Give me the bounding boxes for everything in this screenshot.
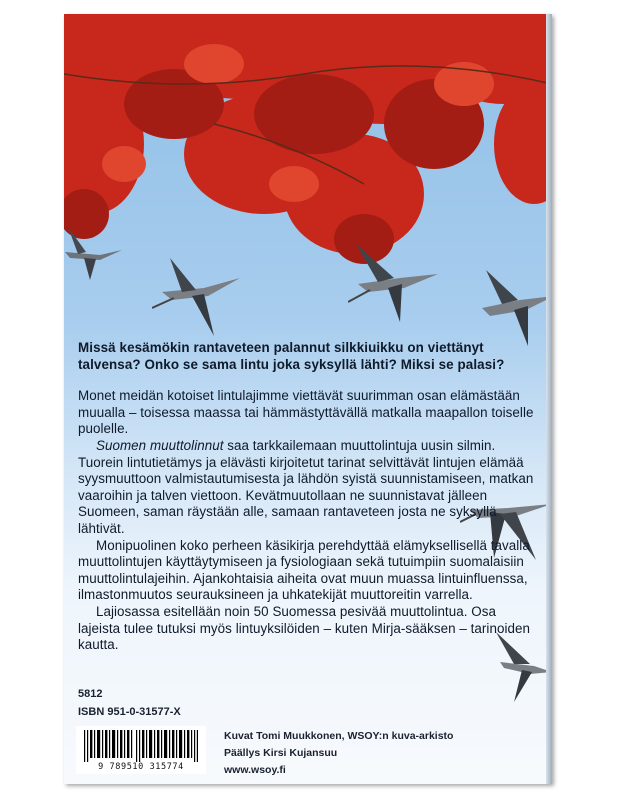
blurb-paragraph: Monet meidän kotoiset lintulajimme viettävät suurimman osan elämästään muualla – toisessa maassa tai hämmästyttävällä matkalla maapallon toiselle puolelle. <box>78 388 534 437</box>
blurb-text <box>78 340 538 654</box>
back-cover <box>64 14 552 784</box>
credits <box>224 728 453 779</box>
barcode-number: 9 789510 315774 <box>98 762 184 772</box>
publisher-website: www.wsoy.fi <box>224 764 286 776</box>
lead-question: Missä kesämökin rantaveteen palannut silkkiuikku on viettänyt talvensa? Onko se sama lintu joka syksyllä lähti? Miksi se palasi? <box>78 340 505 372</box>
crane-bird-icon <box>64 222 130 282</box>
barcode-bars <box>84 730 198 762</box>
cover-edge <box>546 14 552 784</box>
crane-bird-icon <box>152 250 248 340</box>
crane-bird-icon <box>474 260 552 350</box>
blurb-paragraph: Monipuolinen koko perheen käsikirja perehdyttää elämyksellisellä tavalla muuttolintujen käyttäytymiseen ja fysiologiaan sekä tutuimpiin suomalaisiin muuttolintulajeihin. Ajankohtaisia aiheita ovat muun muassa lintuinfluenssa, ilmastonmuutos seurauksineen ja uhkatekijät muuttoreitin varrella. <box>78 537 530 603</box>
crane-bird-icon <box>348 236 444 326</box>
photo-credit: Kuvat Tomi Muukkonen, WSOY:n kuva-arkisto <box>224 730 454 742</box>
book-title-italic: Suomen muuttolinnut <box>96 437 224 453</box>
blurb-paragraph: Lajiosassa esitellään noin 50 Suomessa pesivää muuttolintua. Osa lajeista tulee tutuksi myös lintuyksilöiden – kuten Mirja-sääksen – tarinoiden kautta. <box>78 603 530 653</box>
blurb-paragraph-text: saa tarkkailemaan muuttolintuja uusin silmin. Tuorein lintutietämys ja elävästi kirjoitetut tarinat selvittävät lintujen elämää syysmuuttoon valmistautumisesta ja lähdön syistä suunnistamiseen, matkan vaaroihin ja talven viettoon. Kevätmuutollaan ne suunnistavat jälleen Suomeen, saman räystään alle, samaan rantaveteen josta ne syksyllä lähtivät. <box>78 437 534 536</box>
barcode <box>76 726 206 774</box>
isbn: ISBN 951-0-31577-X <box>78 706 181 718</box>
red-maple-leaves-image <box>64 14 552 274</box>
blurb-paragraph <box>78 438 538 538</box>
product-code: 5812 <box>78 688 103 700</box>
cover-credit: Päällys Kirsi Kujansuu <box>224 747 338 759</box>
